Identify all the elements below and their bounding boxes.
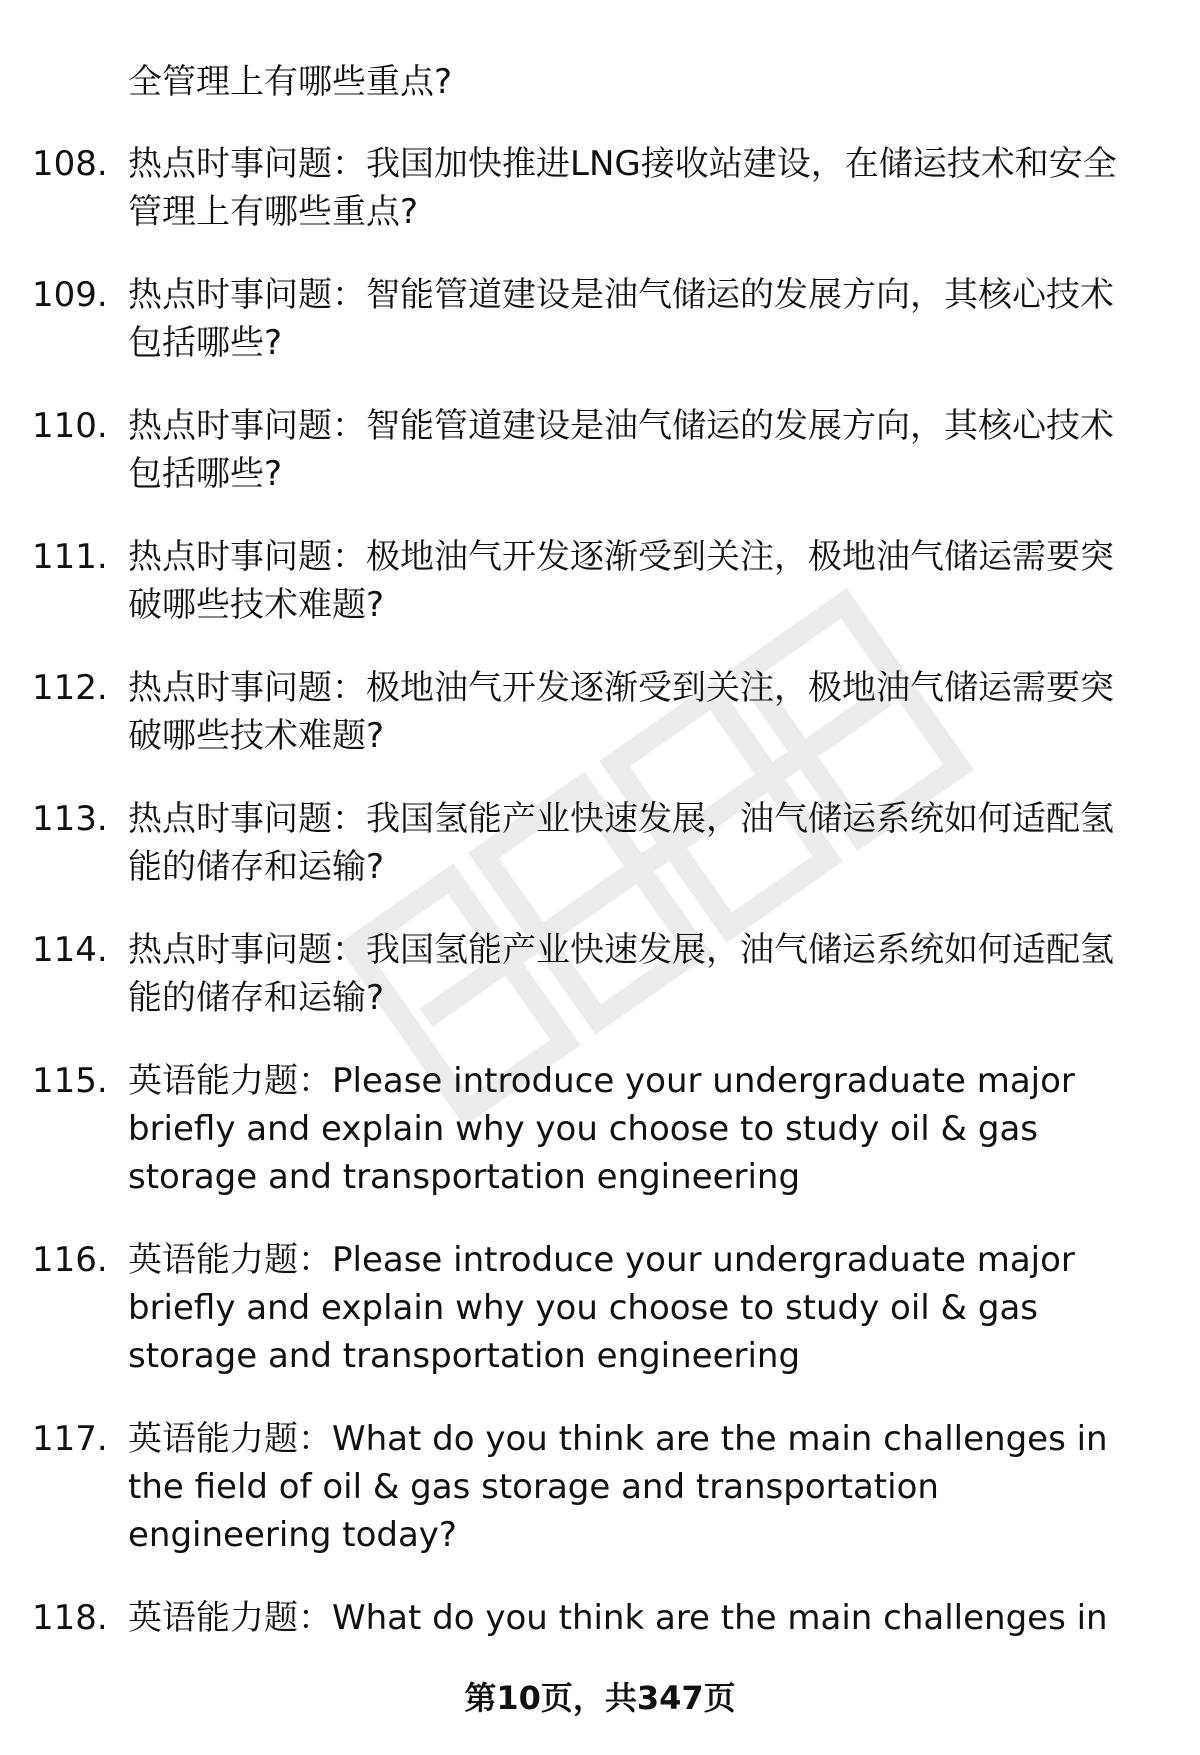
question-item xyxy=(0,1057,1200,1201)
question-text: 热点时事问题：我国氢能产业快速发展，油气储运系统如何适配氢能的储存和运输? xyxy=(128,799,1114,887)
question-item xyxy=(0,664,1200,760)
question-text: 热点时事问题：极地油气开发逐渐受到关注，极地油气储运需要突破哪些技术难题? xyxy=(128,668,1114,756)
question-item xyxy=(0,1415,1200,1559)
question-number: 110. xyxy=(32,406,108,446)
question-text: 英语能力题：Please introduce your undergraduate major briefly and explain why you choose to study oil & gas storage and transportation engineering xyxy=(128,1061,1075,1197)
question-number: 118. xyxy=(32,1598,108,1638)
question-item xyxy=(0,1236,1200,1380)
question-number: 115. xyxy=(32,1061,108,1101)
question-number: 117. xyxy=(32,1419,108,1459)
question-number: 111. xyxy=(32,537,108,577)
continued-question-text: 全管理上有哪些重点? xyxy=(128,62,453,102)
question-text: 热点时事问题：智能管道建设是油气储运的发展方向，其核心技术包括哪些? xyxy=(128,275,1114,363)
question-number: 114. xyxy=(32,930,108,970)
question-number: 116. xyxy=(32,1240,108,1280)
question-list xyxy=(0,140,1200,1677)
question-number: 113. xyxy=(32,799,108,839)
question-text: 英语能力题：What do you think are the main challenges in the field of oil & gas storage and transportation engineering today? xyxy=(128,1419,1108,1555)
question-text: 热点时事问题：我国加快推进LNG接收站建设，在储运技术和安全管理上有哪些重点? xyxy=(128,144,1117,232)
question-item xyxy=(0,140,1200,236)
question-item xyxy=(0,271,1200,367)
question-number: 109. xyxy=(32,275,108,315)
question-number: 112. xyxy=(32,668,108,708)
question-text: 热点时事问题：极地油气开发逐渐受到关注，极地油气储运需要突破哪些技术难题? xyxy=(128,537,1114,625)
question-text: 英语能力题：What do you think are the main challenges in xyxy=(128,1598,1108,1638)
page-footer: 第10页，共347页 xyxy=(464,1679,736,1717)
question-number: 108. xyxy=(32,144,108,184)
question-item xyxy=(0,402,1200,498)
question-text: 英语能力题：Please introduce your undergraduate major briefly and explain why you choose to study oil & gas storage and transportation engineering xyxy=(128,1240,1075,1376)
question-text: 热点时事问题：智能管道建设是油气储运的发展方向，其核心技术包括哪些? xyxy=(128,406,1114,494)
question-item xyxy=(0,1594,1200,1642)
question-item xyxy=(0,533,1200,629)
question-item xyxy=(0,795,1200,891)
question-text: 热点时事问题：我国氢能产业快速发展，油气储运系统如何适配氢能的储存和运输? xyxy=(128,930,1114,1018)
question-item xyxy=(0,926,1200,1022)
